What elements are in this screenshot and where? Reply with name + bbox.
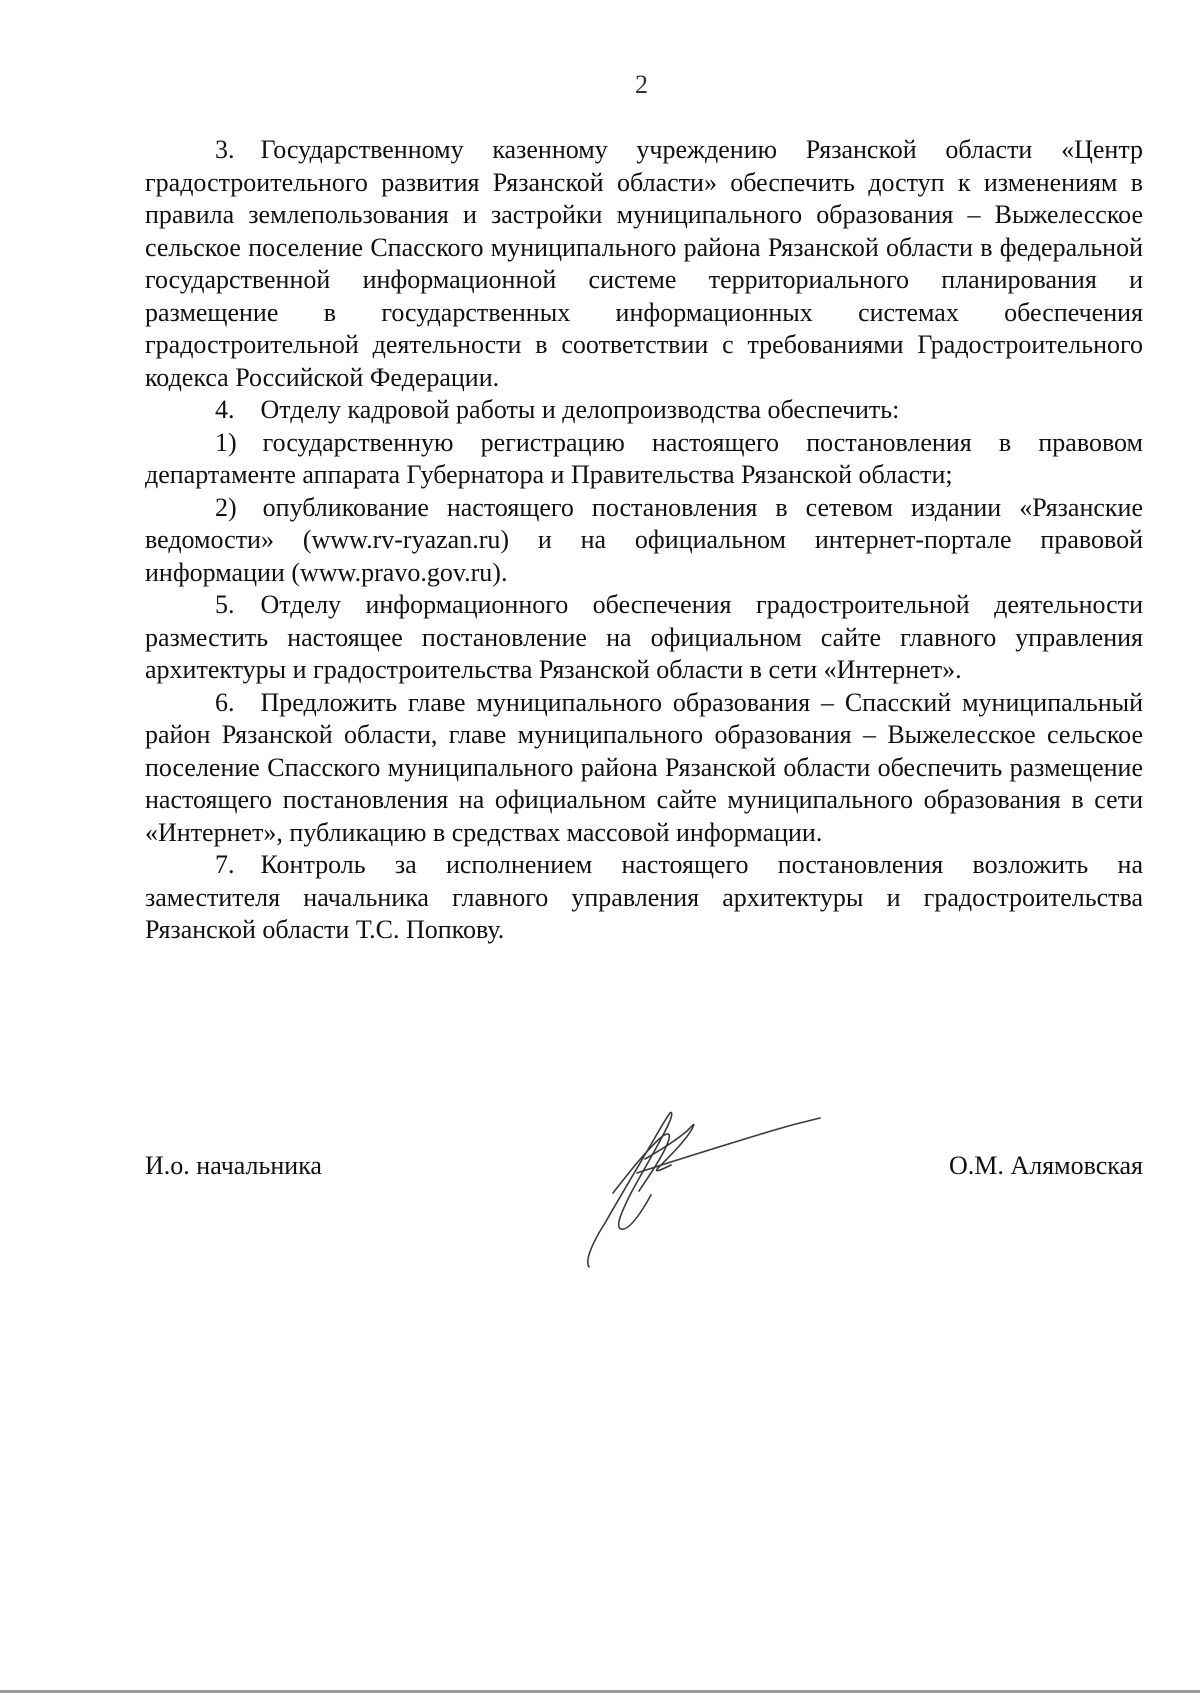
- paragraph-item-7: 7. Контроль за исполнением настоящего постановления возложить на заместителя начальника главного управления архитектуры и градостроительства Рязанской области Т.С. Попкову.: [145, 850, 1143, 944]
- page-number: 2: [635, 70, 648, 99]
- page-bottom-edge: [0, 1690, 1200, 1693]
- handwritten-signature: [575, 1095, 845, 1275]
- signer-name: О.М. Алямовская: [949, 1151, 1143, 1180]
- document-body: [145, 134, 1143, 947]
- signer-position: И.о. начальника: [145, 1151, 322, 1180]
- paragraph-subitem-2: 2) опубликование настоящего постановления в сетевом издании «Рязанские ведомости» (www.rv-ryazan.ru) и на официальном интернет-портале правовой информации (www.pravo.gov.ru).: [145, 492, 1143, 587]
- paragraph-item-6: 6. Предложить главе муниципального образования – Спасский муниципальный район Рязанской области, главе муниципального образования – Выжелесское сельское поселение Спасского муниципального района Рязанской области обеспечить размещение настоящего постановления на официальном сайте муниципального образования в сети «Интернет», публикацию в средствах массовой информации.: [145, 687, 1143, 847]
- paragraph-item-4: 4. Отделу кадровой работы и делопроизводства обеспечить:: [215, 395, 900, 424]
- paragraph-item-5: 5. Отделу информационного обеспечения градостроительной деятельности разместить настоящее постановление на официальном сайте главного управления архитектуры и градостроительства Рязанской области в сети «Интернет».: [145, 590, 1143, 684]
- paragraph-item-3: 3. Государственному казенному учреждению Рязанской области «Центр градостроительного развития Рязанской области» обеспечить доступ к изменениям в правила землепользования и застройки муниципального образования – Выжелесское сельское поселение Спасского муниципального района Рязанской области в федеральной государственной информационной системе территориального планирования и размещение в государственных информационных системах обеспечения градостроительной деятельности в соответствии с требованиями Градостроительного кодекса Российской Федерации.: [145, 135, 1143, 392]
- paragraph-subitem-1: 1) государственную регистрацию настоящего постановления в правовом департаменте аппарата Губернатора и Правительства Рязанской области;: [145, 427, 1143, 489]
